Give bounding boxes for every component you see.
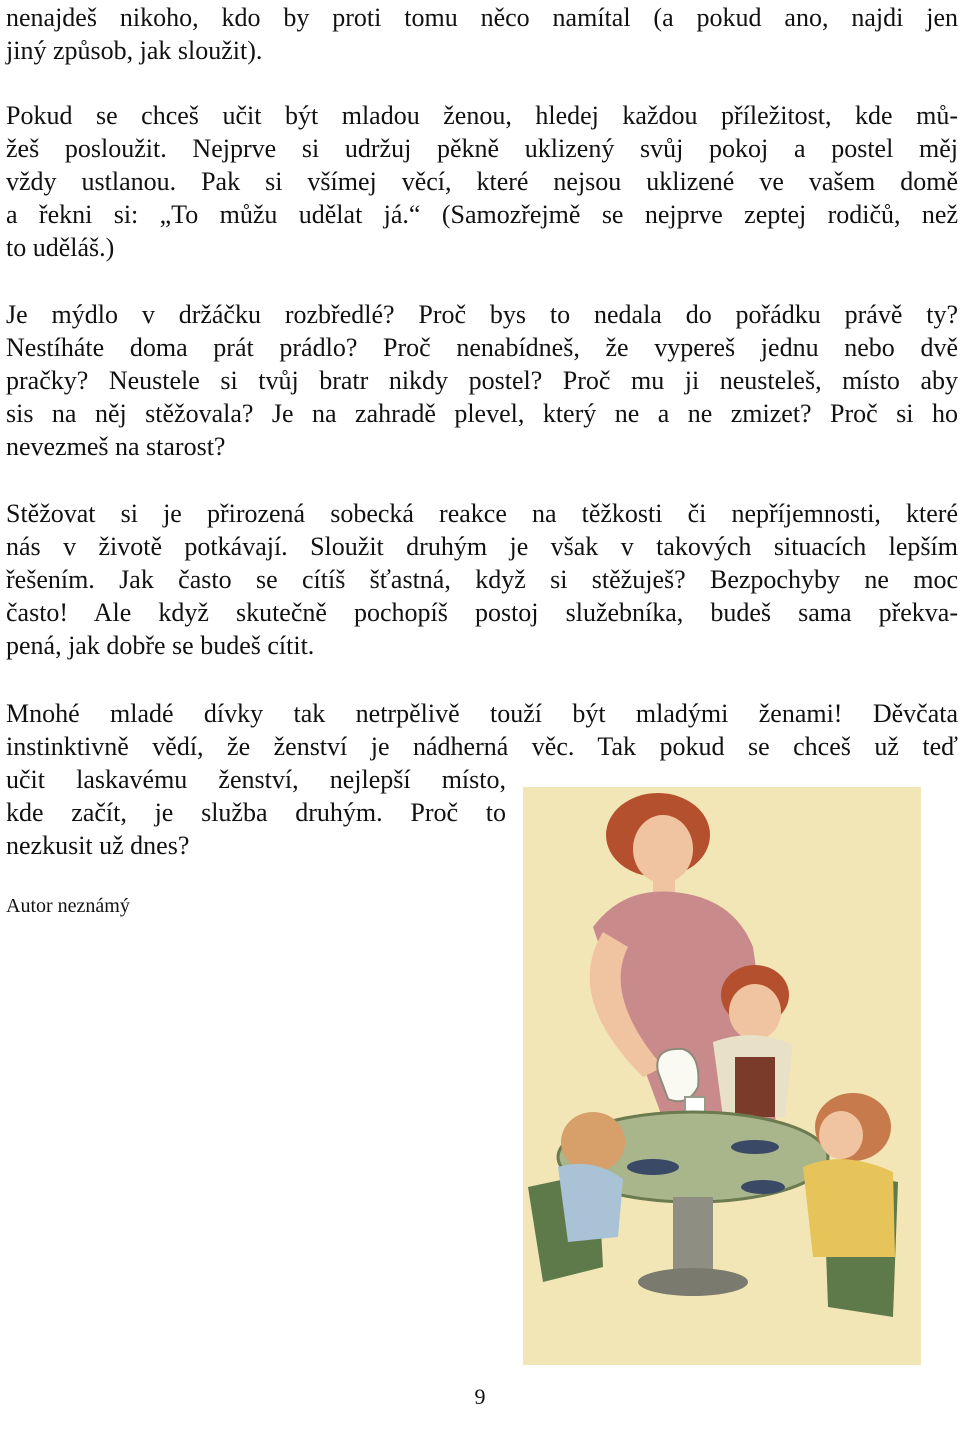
text-line: učit laskavému ženství, nejlepší místo, (6, 765, 506, 794)
text-line: často! Ale když skutečně pochopíš postoj služebníka, budeš sama překva- (6, 598, 958, 627)
text-line: kde začít, je služba druhým. Proč to (6, 798, 506, 827)
text-line: vždy ustlanou. Pak si všímej věcí, které nejsou uklizené ve vašem domě (6, 167, 958, 196)
paragraph-4 (6, 497, 958, 662)
boy-overalls (735, 1057, 775, 1117)
text-line: nás v životě potkávají. Sloužit druhým je však v takových situacích lepším (6, 532, 958, 561)
text-line: sis na něj stěžovala? Je na zahradě plevel, který ne a ne zmizet? Proč si ho (6, 399, 958, 428)
table-foot (638, 1268, 748, 1296)
paragraph-3 (6, 298, 958, 463)
text-line: nezkusit už dnes? (6, 831, 190, 860)
text-line: Je mýdlo v držáčku rozbředlé? Proč bys to nedala do pořádku právě ty? (6, 300, 958, 329)
author-credit: Autor neznámý (6, 895, 130, 917)
girl-face (819, 1111, 863, 1159)
text-line: Stěžovat si je přirozená sobecká reakce na těžkosti či nepříjemnosti, které (6, 499, 958, 528)
paragraph-5 (6, 697, 958, 763)
paragraph-2 (6, 99, 958, 264)
text-line: to uděláš.) (6, 233, 115, 262)
text-line: pračky? Neustele si tvůj bratr nikdy postel? Proč mu ji neusteleš, místo aby (6, 366, 958, 395)
paragraph-5-continued (6, 763, 506, 862)
toddler-hair (561, 1112, 625, 1172)
text-line: a řekni si: „To můžu udělat já.“ (Samozřejmě se nejprve zeptej rodičů, než (6, 200, 958, 229)
text-line: nenajdeš nikoho, kdo by proti tomu něco namítal (a pokud ano, najdi jen (6, 3, 958, 32)
text-line: Pokud se chceš učit být mladou ženou, hledej každou příležitost, kde mů- (6, 101, 958, 130)
text-line: Mnohé mladé dívky tak netrpělivě touží být mladými ženami! Děvčata (6, 699, 958, 728)
paragraph-1 (6, 1, 958, 67)
text-line: Nestíháte doma prát prádlo? Proč nenabídneš, že vypereš jednu nebo dvě (6, 333, 958, 362)
text-line: řešením. Jak často se cítíš šťastná, když si stěžuješ? Bezpochyby ne moc (6, 565, 958, 594)
illustration-svg (523, 787, 921, 1365)
girl-dress (803, 1159, 895, 1257)
plate (731, 1140, 779, 1154)
boy-face (729, 984, 781, 1040)
family-breakfast-illustration (523, 787, 921, 1365)
text-line: nevezmeš na starost? (6, 432, 226, 461)
text-line: pená, jak dobře se budeš cítit. (6, 631, 315, 660)
table-base (673, 1197, 713, 1277)
text-line: jiný způsob, jak sloužit). (6, 36, 263, 65)
plate (741, 1180, 785, 1194)
mother-face (633, 815, 693, 883)
text-line: žeš posloužit. Nejprve si udržuj pěkně uklizený svůj pokoj a postel měj (6, 134, 958, 163)
plate (627, 1159, 679, 1175)
toddler-outfit (558, 1164, 623, 1242)
text-line: instinktivně vědí, že ženství je nádherná věc. Tak pokud se chceš už teď (6, 732, 958, 761)
page-number: 9 (474, 1384, 486, 1409)
